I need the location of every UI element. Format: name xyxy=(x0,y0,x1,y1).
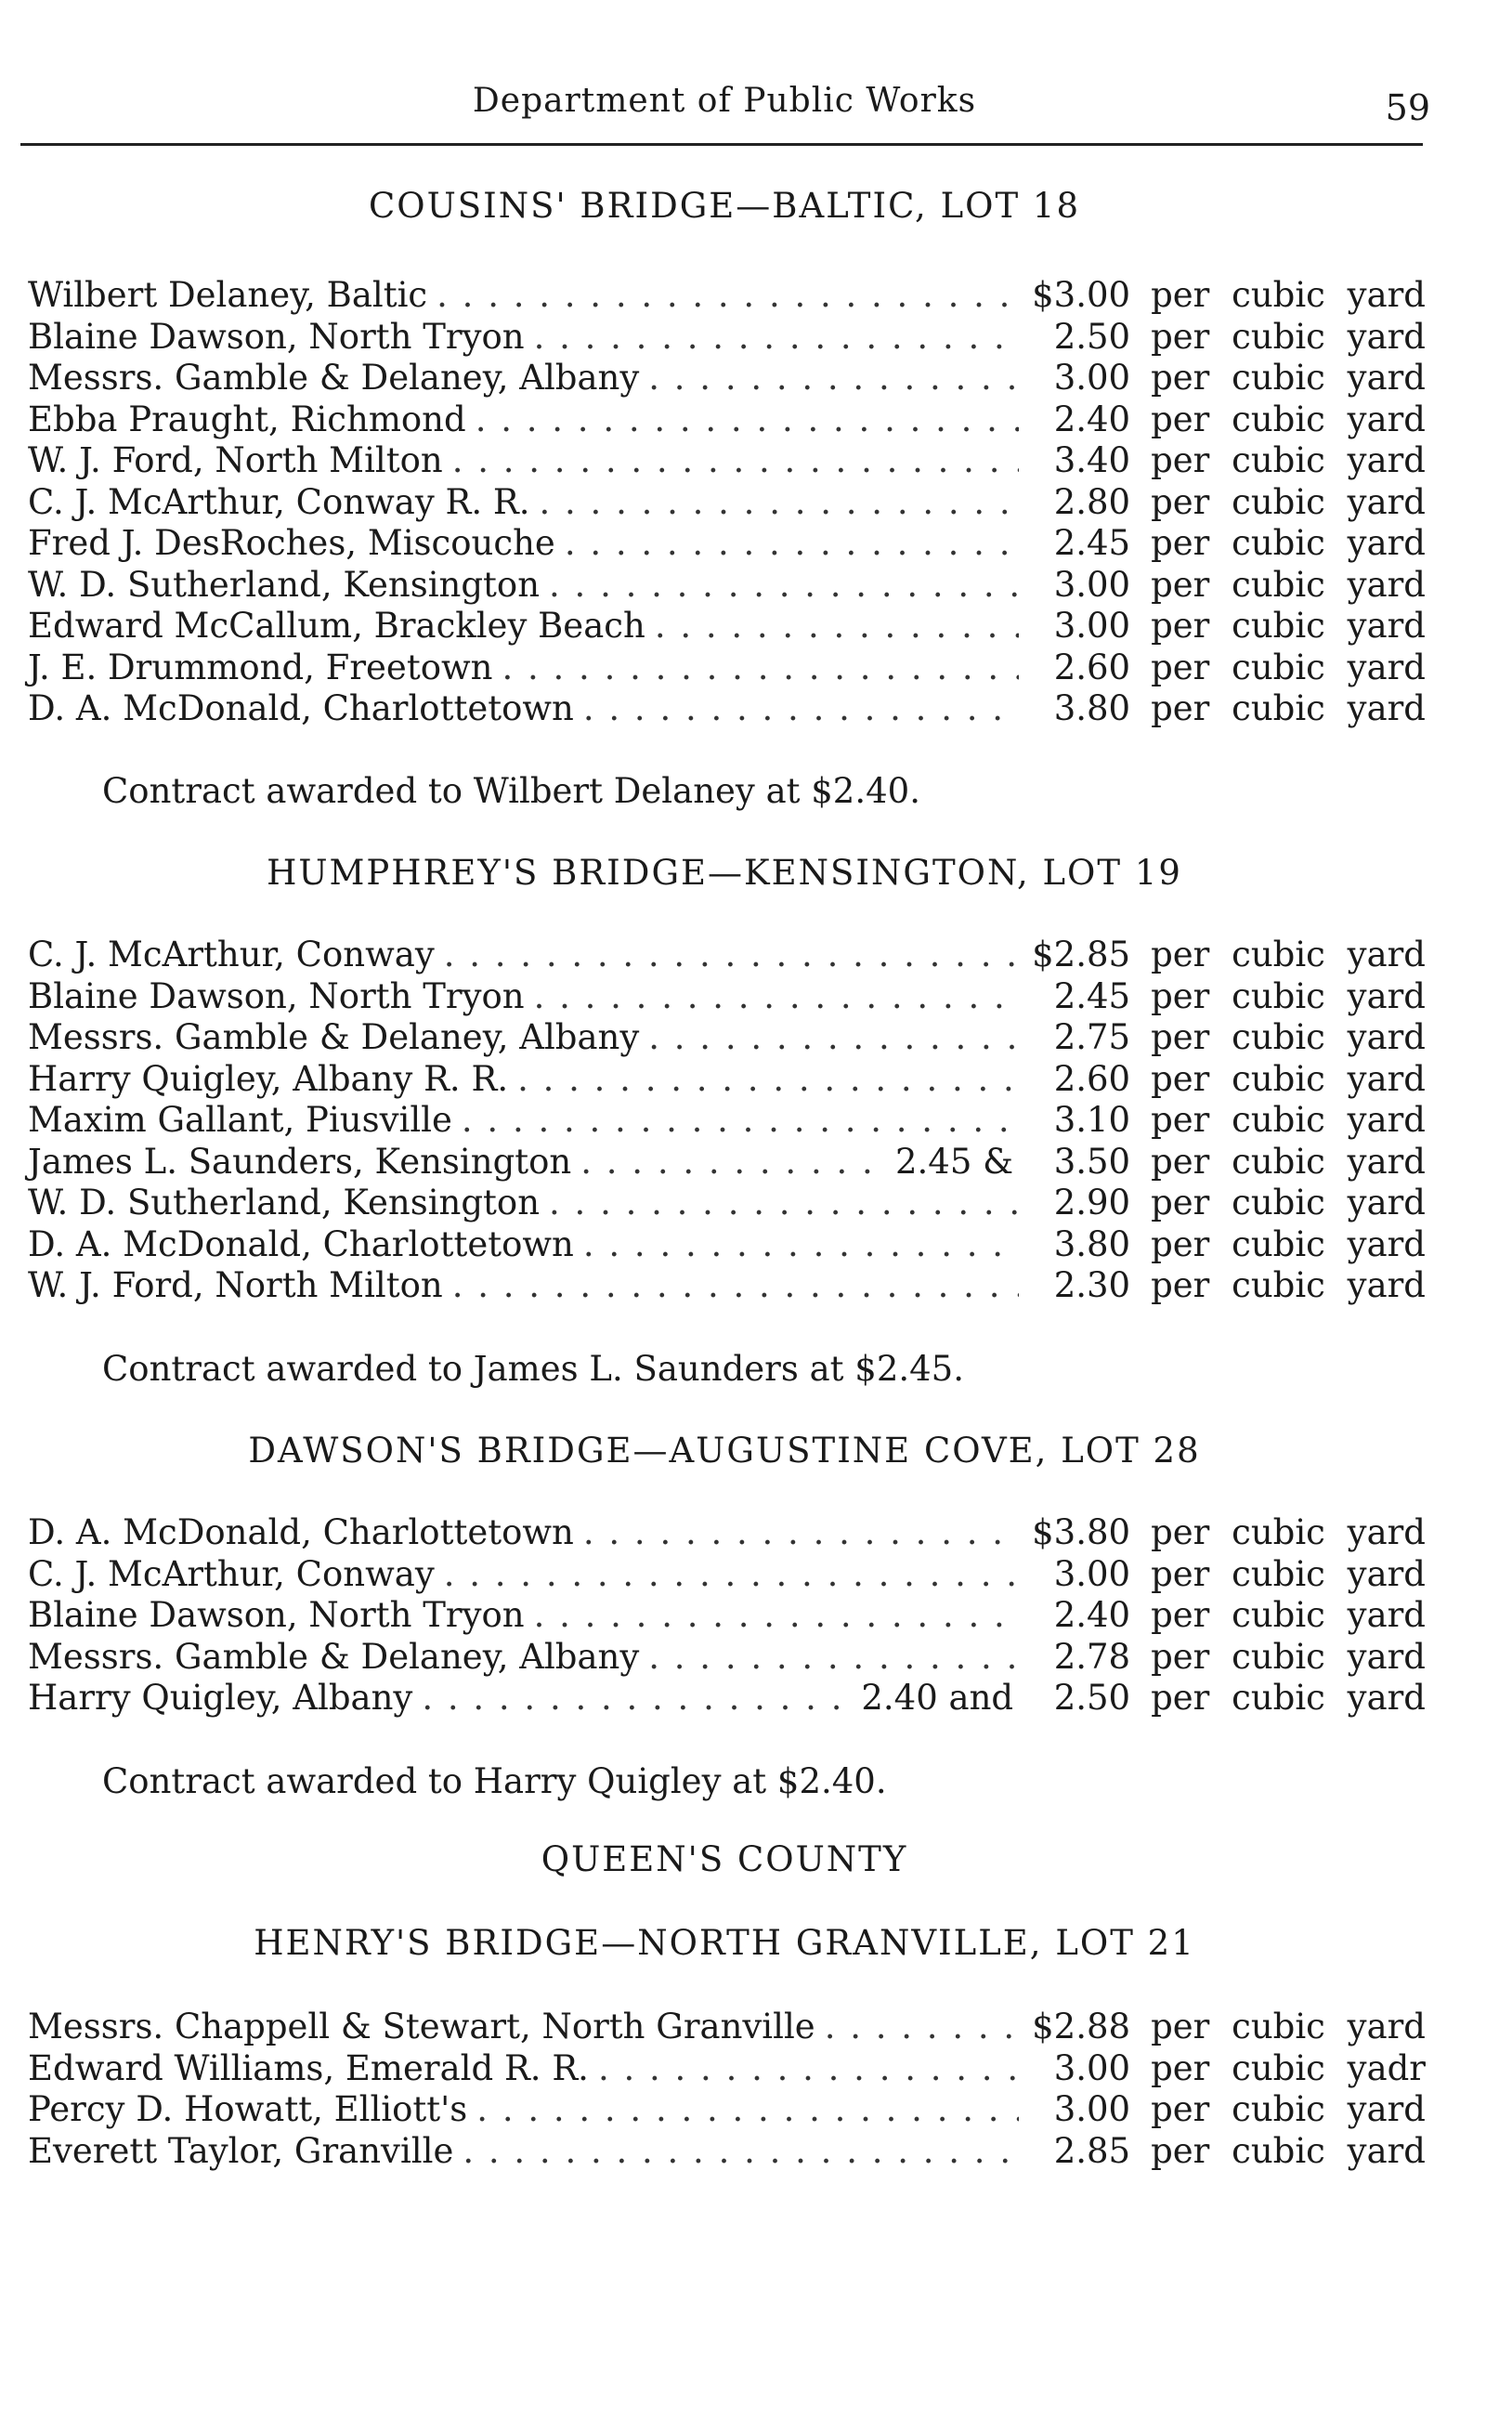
bid-row xyxy=(28,2048,1426,2090)
bid-unit: per cubic yard xyxy=(1151,1512,1426,1552)
bid-row xyxy=(28,565,1426,607)
bidder-name: D. A. McDonald, Charlottetown xyxy=(28,688,574,728)
bid-unit: per cubic yard xyxy=(1151,1223,1426,1264)
award-note: Contract awarded to James L. Saunders at $2.45. xyxy=(102,1349,964,1389)
bidder-name: Blaine Dawson, North Tryon xyxy=(28,975,525,1016)
dot-leader xyxy=(565,523,1019,563)
bid-price: 2.30 xyxy=(1053,1265,1131,1305)
bid-unit: per cubic yard xyxy=(1151,1183,1426,1223)
dot-leader xyxy=(444,935,1019,974)
bid-price: 2.60 xyxy=(1053,647,1131,687)
dot-leader xyxy=(648,1017,1019,1057)
bid-unit: per cubic yard xyxy=(1151,975,1426,1016)
bid-unit: per cubic yard xyxy=(1151,440,1426,480)
dot-leader xyxy=(540,482,1020,522)
bid-row xyxy=(28,399,1426,441)
bidder-name: Messrs. Gamble & Delaney, Albany xyxy=(28,358,640,398)
bid-unit: per cubic yard xyxy=(1151,523,1426,563)
dot-leader xyxy=(422,1678,852,1718)
bidder-name: Fred J. DesRoches, Miscouche xyxy=(28,523,555,563)
bidder-name: C. J. McArthur, Conway xyxy=(28,1553,435,1594)
bid-price: 3.00 xyxy=(1053,358,1131,398)
section-heading: HUMPHREY'S BRIDGE—KENSINGTON, LOT 19 xyxy=(267,853,1182,893)
bid-list xyxy=(28,275,1426,730)
bidder-name: W. D. Sutherland, Kensington xyxy=(28,1183,541,1223)
bid-price: 3.00 xyxy=(1053,2047,1131,2088)
dot-leader xyxy=(648,1637,1019,1677)
bid-price: 2.75 xyxy=(1053,1017,1131,1057)
header-rule xyxy=(20,143,1423,146)
bidder-name: Maxim Gallant, Piusville xyxy=(28,1100,452,1140)
dot-leader xyxy=(598,2048,1019,2088)
bid-price: 2.80 xyxy=(1053,481,1131,522)
dot-leader xyxy=(452,440,1019,480)
bid-unit: per cubic yard xyxy=(1151,2089,1426,2129)
bid-row xyxy=(28,1678,1426,1719)
dot-leader xyxy=(437,275,1019,315)
bidder-name: Blaine Dawson, North Tryon xyxy=(28,1595,525,1635)
bid-unit: per cubic yard xyxy=(1151,1058,1426,1099)
county-heading: QUEEN'S COUNTY xyxy=(541,1839,908,1879)
section-heading: DAWSON'S BRIDGE—AUGUSTINE COVE, LOT 28 xyxy=(248,1431,1201,1471)
bid-unit: per cubic yard xyxy=(1151,1141,1426,1182)
bid-row xyxy=(28,1183,1426,1224)
bid-price: 2.40 xyxy=(1053,399,1131,439)
dot-leader xyxy=(462,1100,1019,1140)
bid-row xyxy=(28,1637,1426,1679)
bidder-name: James L. Saunders, Kensington xyxy=(28,1141,572,1182)
bid-row xyxy=(28,1059,1426,1101)
dot-leader xyxy=(825,2007,1019,2046)
bid-unit: per cubic yard xyxy=(1151,316,1426,357)
bid-row xyxy=(28,275,1426,317)
bid-row xyxy=(28,440,1426,482)
bid-unit: per cubic yard xyxy=(1151,688,1426,728)
dot-leader xyxy=(476,2089,1019,2129)
bid-price: 2.85 xyxy=(1053,2130,1131,2171)
bid-row xyxy=(28,1142,1426,1183)
bid-unit: per cubic yard xyxy=(1151,358,1426,398)
dot-leader xyxy=(444,1554,1019,1594)
bid-unit: per cubic yadr xyxy=(1151,2047,1426,2088)
bidder-name: C. J. McArthur, Conway R. R. xyxy=(28,481,530,522)
dot-leader xyxy=(476,399,1019,439)
dot-leader xyxy=(583,688,1019,728)
bid-unit: per cubic yard xyxy=(1151,564,1426,605)
bid-row xyxy=(28,606,1426,647)
bid-price: $3.80 xyxy=(1032,1512,1131,1552)
bid-list xyxy=(28,935,1426,1307)
alternate-price: 2.40 and xyxy=(861,1678,1014,1718)
dot-leader xyxy=(534,976,1019,1016)
bid-price: 2.50 xyxy=(1053,1678,1131,1718)
dot-leader xyxy=(580,1142,886,1182)
dot-leader xyxy=(583,1512,1019,1552)
bid-price: 2.78 xyxy=(1053,1636,1131,1677)
page-number: 59 xyxy=(1385,87,1430,128)
running-header xyxy=(19,82,1430,137)
bid-row xyxy=(28,482,1426,524)
bid-unit: per cubic yard xyxy=(1151,1595,1426,1635)
award-note: Contract awarded to Wilbert Delaney at $2.40. xyxy=(102,771,920,811)
bidder-name: W. J. Ford, North Milton xyxy=(28,1265,443,1305)
bidder-name: C. J. McArthur, Conway xyxy=(28,935,435,974)
dot-leader xyxy=(648,358,1019,398)
bidder-name: Harry Quigley, Albany xyxy=(28,1678,413,1718)
bidder-name: Blaine Dawson, North Tryon xyxy=(28,316,525,357)
bid-row xyxy=(28,2131,1426,2173)
bid-row xyxy=(28,317,1426,359)
dot-leader xyxy=(452,1265,1019,1305)
bid-row xyxy=(28,2089,1426,2131)
dot-leader xyxy=(534,1595,1019,1635)
bid-row xyxy=(28,976,1426,1018)
bid-price: 2.45 xyxy=(1053,523,1131,563)
bid-unit: per cubic yard xyxy=(1151,481,1426,522)
bidder-name: Harry Quigley, Albany R. R. xyxy=(28,1058,509,1099)
dot-leader xyxy=(583,1224,1019,1264)
bid-row xyxy=(28,1512,1426,1554)
bid-price: $3.00 xyxy=(1032,275,1131,315)
bid-price: 2.45 xyxy=(1053,975,1131,1016)
bid-price: 3.00 xyxy=(1053,606,1131,646)
bid-unit: per cubic yard xyxy=(1151,399,1426,439)
bid-unit: per cubic yard xyxy=(1151,1553,1426,1594)
bid-row xyxy=(28,2007,1426,2048)
bidder-name: Edward McCallum, Brackley Beach xyxy=(28,606,645,646)
bid-price: 3.00 xyxy=(1053,1553,1131,1594)
bid-unit: per cubic yard xyxy=(1151,1678,1426,1718)
bid-unit: per cubic yard xyxy=(1151,1265,1426,1305)
header-title: Department of Public Works xyxy=(472,82,977,120)
bidder-name: Ebba Praught, Richmond xyxy=(28,399,466,439)
bid-unit: per cubic yard xyxy=(1151,1636,1426,1677)
dot-leader xyxy=(549,565,1019,605)
bid-price: 3.50 xyxy=(1053,1141,1131,1182)
bid-unit: per cubic yard xyxy=(1151,1017,1426,1057)
bid-unit: per cubic yard xyxy=(1151,935,1426,974)
bid-list xyxy=(28,1512,1426,1719)
bid-unit: per cubic yard xyxy=(1151,606,1426,646)
dot-leader xyxy=(655,606,1019,646)
dot-leader xyxy=(517,1059,1019,1099)
bid-price: 3.80 xyxy=(1053,688,1131,728)
bid-unit: per cubic yard xyxy=(1151,647,1426,687)
bid-row xyxy=(28,1265,1426,1307)
bid-price: 3.80 xyxy=(1053,1223,1131,1264)
bidder-name: Percy D. Howatt, Elliott's xyxy=(28,2089,468,2129)
bidder-name: Everett Taylor, Granville xyxy=(28,2130,454,2171)
bid-price: 3.10 xyxy=(1053,1100,1131,1140)
bidder-name: J. E. Drummond, Freetown xyxy=(28,647,493,687)
bid-row xyxy=(28,647,1426,689)
bid-price: 2.40 xyxy=(1053,1595,1131,1635)
bid-row xyxy=(28,688,1426,730)
section-heading: HENRY'S BRIDGE—NORTH GRANVILLE, LOT 21 xyxy=(254,1923,1195,1963)
dot-leader xyxy=(534,317,1019,357)
bid-price: 3.00 xyxy=(1053,564,1131,605)
bid-unit: per cubic yard xyxy=(1151,275,1426,315)
bid-price: $2.88 xyxy=(1032,2007,1131,2046)
bid-row xyxy=(28,935,1426,976)
bid-price: 2.60 xyxy=(1053,1058,1131,1099)
bid-row xyxy=(28,1100,1426,1142)
bid-list xyxy=(28,2007,1426,2172)
bid-row xyxy=(28,1595,1426,1637)
bid-price: 3.40 xyxy=(1053,440,1131,480)
bidder-name: D. A. McDonald, Charlottetown xyxy=(28,1512,574,1552)
dot-leader xyxy=(549,1183,1019,1223)
bidder-name: Edward Williams, Emerald R. R. xyxy=(28,2047,589,2088)
bid-price: 2.90 xyxy=(1053,1183,1131,1223)
bidder-name: D. A. McDonald, Charlottetown xyxy=(28,1223,574,1264)
bid-unit: per cubic yard xyxy=(1151,2130,1426,2171)
bid-unit: per cubic yard xyxy=(1151,2007,1426,2046)
bid-row xyxy=(28,1224,1426,1266)
dot-leader xyxy=(502,647,1019,687)
bid-row xyxy=(28,1017,1426,1059)
bid-price: 2.50 xyxy=(1053,316,1131,357)
bid-row xyxy=(28,358,1426,399)
bidder-name: Messrs. Chappell & Stewart, North Granville xyxy=(28,2007,815,2046)
bidder-name: Wilbert Delaney, Baltic xyxy=(28,275,428,315)
award-note: Contract awarded to Harry Quigley at $2.40. xyxy=(102,1761,887,1801)
bid-row xyxy=(28,523,1426,565)
bidder-name: W. J. Ford, North Milton xyxy=(28,440,443,480)
bid-unit: per cubic yard xyxy=(1151,1100,1426,1140)
section-heading: COUSINS' BRIDGE—BALTIC, LOT 18 xyxy=(368,186,1081,226)
bid-row xyxy=(28,1554,1426,1596)
bid-price: 3.00 xyxy=(1053,2089,1131,2129)
bidder-name: Messrs. Gamble & Delaney, Albany xyxy=(28,1017,640,1057)
alternate-price: 2.45 & xyxy=(894,1141,1014,1182)
bid-price: $2.85 xyxy=(1032,935,1131,974)
bidder-name: W. D. Sutherland, Kensington xyxy=(28,564,541,605)
bidder-name: Messrs. Gamble & Delaney, Albany xyxy=(28,1636,640,1677)
dot-leader xyxy=(463,2131,1019,2171)
